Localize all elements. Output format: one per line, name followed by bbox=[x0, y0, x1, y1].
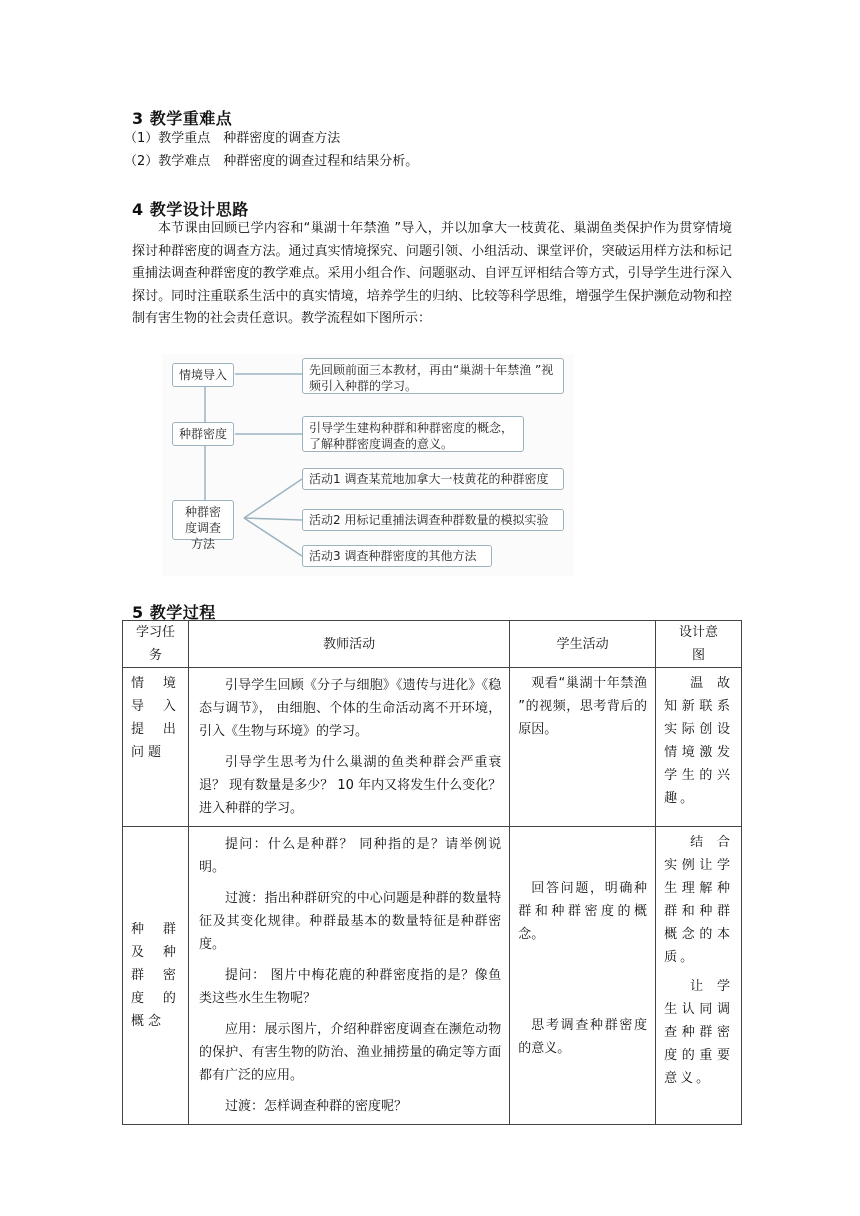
flow-detail-intro bbox=[302, 358, 564, 394]
header-teacher: 教师活动 bbox=[188, 621, 509, 668]
flow-activity-3 bbox=[302, 545, 492, 567]
flow-activity-3-label: 活动3 调查种群密度的其他方法 bbox=[309, 549, 477, 563]
row2-teacher bbox=[188, 827, 509, 1125]
row1-task-label: 情境导入提出问题 bbox=[131, 676, 180, 760]
header-intent-label: 设计意图 bbox=[679, 625, 719, 663]
row2-teacher-p4: 应用：展示图片，介绍种群密度调查在濒危动物的保护、有害生物的防治、渔业捕捞量的确定等方面都有广泛的应用。 bbox=[198, 1022, 502, 1083]
row2-task bbox=[123, 827, 189, 1125]
row2-teacher-p5: 过渡：怎样调查种群的密度呢？ bbox=[224, 1099, 407, 1114]
row2-teacher-p3: 提问： 图片中梅花鹿的种群密度指的是？像鱼类这些水生生物呢？ bbox=[198, 968, 502, 1006]
flow-activity-1-label: 活动1 调查某荒地加拿大一枝黄花的种群密度 bbox=[309, 472, 549, 486]
flow-node-methods bbox=[172, 500, 234, 551]
row1-student-text: 观看“巢湖十年禁渔 ”的视频，思考背后的原因。 bbox=[518, 676, 648, 737]
section-3-heading: 3 教学重难点 bbox=[132, 109, 233, 128]
row2-intent bbox=[656, 827, 742, 1125]
row1-intent-text: 温故知新联系实际创设情境激发学生的兴趣。 bbox=[664, 676, 733, 806]
row2-teacher-p2: 过渡：指出种群研究的中心问题是种群的数量特征及其变化规律。种群最基本的数量特征是种群密度。 bbox=[198, 891, 502, 952]
row2-intent-p2: 让学生认同调查种群密度的重要意义。 bbox=[664, 979, 733, 1086]
header-task bbox=[123, 621, 189, 668]
row2-student bbox=[510, 827, 656, 1125]
flow-detail-density-label: 引导学生建构种群和种群密度的概念，了解种群密度调查的意义。 bbox=[309, 421, 514, 451]
table-row bbox=[123, 668, 742, 827]
header-student: 学生活动 bbox=[510, 621, 656, 668]
flow-node-intro bbox=[172, 363, 234, 387]
row2-student-p1: 回答问题，明确种群和种群密度的概念。 bbox=[518, 881, 648, 942]
flow-node-density-label: 种群密度 bbox=[179, 427, 228, 441]
design-idea-paragraph: 本节课由回顾已学内容和“巢湖十年禁渔 ”导入，并以加拿大一枝黄花、巢湖鱼类保护作为贯穿情境探讨种群密度的调查方法。通过真实情境探究、问题引领、小组活动、课堂评价，突破运用样方法和标记重捕法调查种群密度的教学难点。采用小组合作、问题驱动、自评互评相结合等方式，引导学生进行深入探讨。同时注重联系生活中的真实情境，培养学生的归纳、比较等科学思维，增强学生保护濒危动物和控制有害生物的社会责任意识。教学流程如下图所示： bbox=[132, 221, 732, 326]
row2-intent-p1: 结合实例让学生理解种群和种群概念的本质。 bbox=[664, 835, 733, 965]
row2-student-p2: 思考调查种群密度的意义。 bbox=[518, 1018, 648, 1056]
flow-activity-2-label: 活动2 用标记重捕法调查种群数量的模拟实验 bbox=[309, 513, 549, 527]
flow-detail-density bbox=[302, 416, 524, 452]
row1-student bbox=[510, 668, 656, 827]
flow-node-methods-label: 种群密度调查方法 bbox=[184, 505, 221, 551]
row1-teacher-p2: 引导学生思考为什么巢湖的鱼类种群会严重衰退？ 现有数量是多少？ 10 年内又将发生什么变化？进入种群的学习。 bbox=[198, 755, 502, 816]
table-row bbox=[123, 827, 742, 1125]
flow-activity-2 bbox=[302, 509, 564, 531]
row1-task bbox=[123, 668, 189, 827]
flow-detail-intro-label: 先回顾前面三本教材，再由“巢湖十年禁渔 ”视频引入种群的学习。 bbox=[309, 363, 554, 393]
key-point-line: （1）教学重点 种群密度的调查方法 bbox=[124, 131, 341, 146]
flow-node-intro-label: 情境导入 bbox=[179, 368, 228, 382]
flow-node-density bbox=[172, 422, 234, 446]
table-header-row bbox=[123, 621, 742, 668]
teaching-flow-diagram bbox=[162, 354, 574, 576]
row1-teacher bbox=[188, 668, 509, 827]
section-4-heading: 4 教学设计思路 bbox=[132, 200, 249, 219]
row1-intent bbox=[656, 668, 742, 827]
header-task-label: 学习任务 bbox=[135, 625, 175, 663]
flow-activity-1 bbox=[302, 468, 564, 490]
row1-teacher-p1: 引导学生回顾《分子与细胞》《遗传与进化》《稳态与调节》， 由细胞、个体的生命活动离不开环境，引入《生物与环境》的学习。 bbox=[198, 678, 502, 739]
row2-task-label: 种群及种群密度的概念 bbox=[131, 922, 180, 1029]
section-5-heading: 5 教学过程 bbox=[132, 603, 216, 622]
row2-teacher-p1: 提问：什么是种群？ 同种指的是？请举例说明。 bbox=[198, 837, 502, 875]
teaching-process-table bbox=[122, 620, 742, 1125]
header-intent bbox=[656, 621, 742, 668]
difficult-point-line: （2）教学难点 种群密度的调查过程和结果分析。 bbox=[124, 154, 419, 169]
